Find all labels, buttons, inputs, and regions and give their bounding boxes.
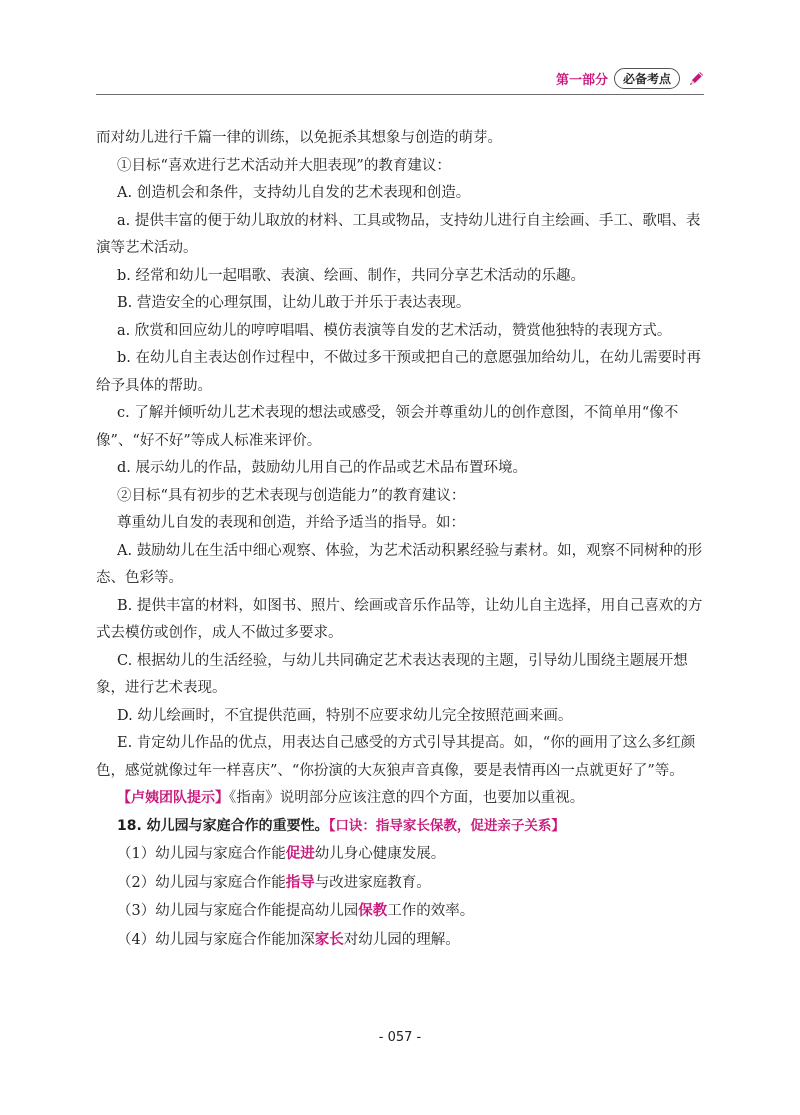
item-heading: [96, 813, 704, 841]
paragraph: B. 提供丰富的材料，如图书、照片、绘画或音乐作品等，让幼儿自主选择，用自己喜欢的方式去模仿或创作，成人不做过多要求。: [96, 597, 703, 641]
list-item: [96, 926, 704, 955]
paragraph: 尊重幼儿自发的表现和创造，并给予适当的指导。如：: [117, 515, 465, 531]
point-prefix: （1）幼儿园与家庭合作能: [117, 846, 286, 862]
paragraph: b. 经常和幼儿一起唱歌、表演、绘画、制作，共同分享艺术活动的乐趣。: [117, 267, 585, 284]
page-body: [96, 125, 704, 954]
page-number: - 057 -: [378, 1030, 422, 1045]
goal-heading: ①目标“喜欢进行艺术活动并大胆表现”的教育建议：: [117, 157, 451, 174]
point-keyword: 保教: [358, 902, 388, 919]
point-suffix: 与改进家庭教育。: [314, 874, 431, 891]
mnemonic: 【口诀：指导家长保教，促进亲子关系】: [328, 817, 565, 834]
point-keyword: 促进: [285, 845, 315, 862]
point-suffix: 工作的效率。: [387, 903, 475, 919]
paragraph: A. 创造机会和条件，支持幼儿自发的艺术表现和创造。: [117, 185, 471, 201]
tip-label: 【卢姨团队提示】: [117, 790, 229, 806]
point-keyword: 指导: [285, 873, 315, 891]
page-header: [96, 66, 704, 95]
goal-heading: ②目标“具有初步的艺术表现与创造能力”的教育建议：: [117, 487, 466, 504]
list-item: [96, 840, 704, 869]
list-item: [96, 869, 704, 898]
paragraph: 而对幼儿进行千篇一律的训练，以免扼杀其想象与创造的萌芽。: [96, 130, 502, 146]
paragraph: b. 在幼儿自主表达创作过程中，不做过多干预或把自己的意愿强加给幼儿，在幼儿需要时再给予具体的帮助。: [96, 350, 701, 394]
paragraph: D. 幼儿绘画时，不宜提供范画，特别不应要求幼儿完全按照范画来画。: [117, 707, 573, 724]
paragraph: E. 肯定幼儿作品的优点，用表达自己感受的方式引导其提高。如，“你的画用了这么多红颜色，感觉就像过年一样喜庆”、“你扮演的大灰狼声音真像，要是表情再凶一点就更好了”等。: [96, 735, 696, 779]
paragraph: C. 根据幼儿的生活经验，与幼儿共同确定艺术表达表现的主题，引导幼儿围绕主题展开想象，进行艺术表现。: [96, 652, 688, 696]
paragraph: c. 了解并倾听幼儿艺术表现的想法或感受，领会并尊重幼儿的创作意图，不简单用“像不像”、“好不好”等成人标准来评价。: [96, 405, 679, 449]
point-prefix: （2）幼儿园与家庭合作能: [117, 874, 286, 891]
point-keyword: 家长: [314, 930, 344, 948]
point-suffix: 幼儿身心健康发展。: [314, 846, 446, 862]
paragraph: a. 欣赏和回应幼儿的哼哼唱唱、模仿表演等自发的艺术活动，赞赏他独特的表现方式。: [117, 322, 672, 339]
point-prefix: （4）幼儿园与家庭合作能加深: [117, 931, 315, 948]
header-tag: [556, 68, 706, 89]
section-label: 第一部分: [555, 73, 608, 88]
list-item: [96, 897, 704, 926]
paragraph: A. 鼓励幼儿在生活中细心观察、体验，为艺术活动积累经验与素材。如，观察不同树种的形态、色彩等。: [96, 542, 703, 586]
tip-text: 《指南》说明部分应该注意的四个方面，也要加以重视。: [229, 790, 585, 806]
team-tip: [96, 785, 704, 813]
pencil-icon: [686, 69, 706, 89]
point-suffix: 对幼儿园的理解。: [343, 931, 460, 948]
item-title: 18. 幼儿园与家庭合作的重要性。: [117, 817, 329, 834]
paragraph: B. 营造安全的心理氛围，让幼儿敢于并乐于表达表现。: [117, 295, 471, 311]
section-badge: 必备考点: [614, 68, 680, 89]
paragraph: d. 展示幼儿的作品，鼓励幼儿用自己的作品或艺术品布置环境。: [117, 460, 527, 476]
point-prefix: （3）幼儿园与家庭合作能提高幼儿园: [117, 903, 359, 919]
paragraph: a. 提供丰富的便于幼儿取放的材料、工具或物品，支持幼儿进行自主绘画、手工、歌唱、表演等艺术活动。: [96, 212, 701, 256]
